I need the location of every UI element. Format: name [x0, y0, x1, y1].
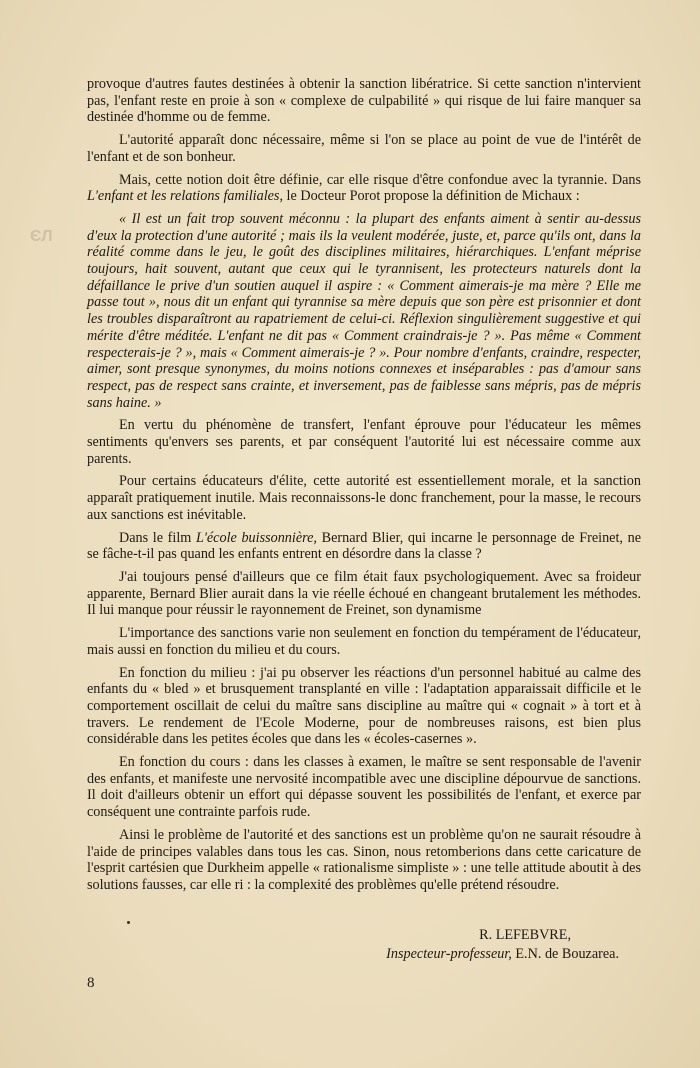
author-title: Inspecteur-professeur,	[386, 946, 512, 962]
paragraph: L'importance des sanctions varie non seulement en fonction du tempérament de l'éducateur, mais aussi en fonction du milieu et du cours.	[87, 625, 641, 658]
paragraph: provoque d'autres fautes destinées à obtenir la sanction libératrice. Si cette sanction n'intervient pas, l'enfant reste en proie à son « complexe de culpabilité » qui risque de lui faire manquer sa destinée d'homme ou de femme.	[87, 76, 641, 126]
paragraph-text: Dans le film	[119, 529, 196, 546]
quotation: « Il est un fait trop souvent méconnu : la plupart des enfants aiment à sentir au-dessus d'eux la protection d'une autorité ; mais ils la veulent modérée, juste, et, parce qu'ils ont, dans la réalité comme dans le jeu, le goût des disciplines militaires, hiérarchiques. L'enfant méprise toujours, hait souvent, autant que ceux qui le tyrannisent, les protecteurs naturels dont la défaillance le prive d'un soutien auquel il aspire : « Comment aimerais-je ma mère ? Elle me passe tout », nous dit un enfant qui tyrannise sa mère depuis que son père est prisonnier et dont les troubles disparaîtront au rapatriement de celui-ci. Réflexion singulièrement suggestive et qui mérite d'être méditée. L'enfant ne dit pas « Comment craindrais-je ? ». Pas même « Comment respecterais-je ? », mais « Comment aimerais-je ? ». Pour nombre d'enfants, craindre, respecter, aimer, sont presque synonymes, du moins notions connexes et inséparables : pas d'amour sans respect, pas de respect sans crainte, et inversement, pas de faiblesse sans mépris, pas de mépris sans haine. »	[87, 210, 641, 411]
paragraph-text: Mais, cette notion doit être définie, car elle risque d'être confondue avec la tyrannie. Dans	[119, 171, 641, 188]
page-number: 8	[87, 975, 95, 991]
paragraph: Pour certains éducateurs d'élite, cette autorité est essentiellement morale, et la sanction apparaît pratiquement inutile. Mais reconnaissons-le donc franchement, pour la masse, le recours aux sanctions est inévitable.	[87, 473, 641, 523]
paragraph: En fonction du cours : dans les classes à examen, le maître se sent responsable de l'avenir des enfants, et manifeste une nervosité incompatible avec une discipline dépourvue de sanctions. Il doit d'ailleurs obtenir un effort qui dépasse souvent les possibilités de l'enfant, et exerce par conséquent une contrainte parfois rude.	[87, 754, 641, 821]
film-title: L'école buissonnière,	[195, 529, 317, 546]
article-body	[87, 76, 641, 900]
ink-speck	[127, 921, 130, 924]
book-title: L'enfant et les relations familiales,	[87, 188, 283, 205]
faded-stamp-mark: ЄЛ	[30, 228, 53, 245]
paragraph	[87, 172, 641, 205]
paragraph: J'ai toujours pensé d'ailleurs que ce film était faux psychologiquement. Avec sa froideur apparente, Bernard Blier aurait dans la vie réelle échoué en changeant brutalement les méthodes. Il lui manque pour réussir le rayonnement de Freinet, son dynamisme	[87, 568, 641, 619]
paragraph: L'autorité apparaît donc nécessaire, même si l'on se place au point de vue de l'intérêt de l'enfant et de son bonheur.	[87, 132, 641, 165]
paragraph-text: le Docteur Porot propose la définition de Michaux :	[283, 188, 580, 205]
author-name: R. LEFEBVRE,	[479, 927, 571, 943]
paragraph: Ainsi le problème de l'autorité et des sanctions est un problème qu'on ne saurait résoudre à l'aide de principes valables dans tous les cas. Sinon, nous retomberions dans cette caricature de l'esprit cartésien que Durkheim appelle « rationalisme simpliste » : une telle attitude aboutit à des solutions fausses, car elle ri : la complexité des problèmes qu'elle prétend résoudre.	[87, 826, 641, 893]
author-affiliation: E.N. de Bouzarea.	[511, 946, 619, 962]
signature-block	[87, 926, 641, 964]
paragraph: En vertu du phénomène de transfert, l'enfant éprouve pour l'éducateur les mêmes sentiments qu'envers ses parents, et par conséquent l'autorité lui est nécessaire comme aux parents.	[87, 417, 641, 467]
paragraph-text: Bernard Blier, qui incarne le personnage de Freinet, ne se fâche-t-il pas quand les enfants entrent en désordre dans la classe ?	[87, 529, 641, 563]
paragraph: En fonction du milieu : j'ai pu observer les réactions d'un personnel habitué au calme des enfants du « bled » et brusquement transplanté en ville : l'adaptation apparaissait difficile et le comportement oscillait de celui du maître sans discipline au maître qui « cognait » à tort et à travers. Le rendement de l'Ecole Moderne, pour de nombreuses raisons, est bien plus considérable dans les petites écoles que dans les « écoles-casernes ».	[87, 664, 641, 748]
paragraph	[87, 530, 641, 563]
author-role	[87, 945, 641, 964]
